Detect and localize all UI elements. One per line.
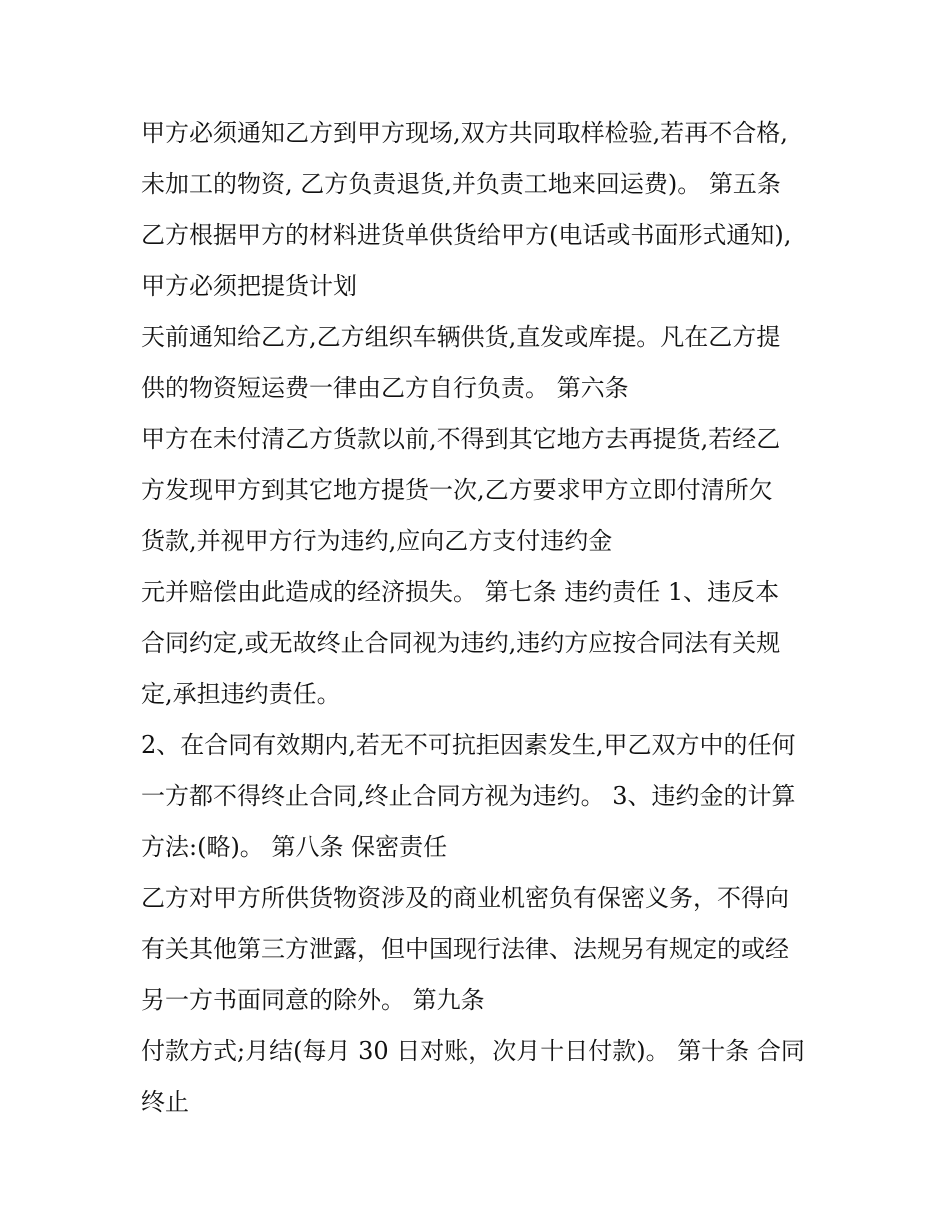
- text-line: 方法:(略)。 第八条 保密责任: [141, 833, 448, 861]
- text-line: 甲方在未付清乙方货款以前,不得到其它地方去再提货,若经乙: [141, 425, 781, 453]
- text-line: 2、在合同有效期内,若无不可抗拒因素发生,甲乙双方中的任何: [141, 731, 796, 759]
- text-line: 供的物资短运费一律由乙方自行负责。 第六条: [141, 374, 629, 402]
- text-line: 天前通知给乙方,乙方组织车辆供货,直发或库提。凡在乙方提: [141, 323, 781, 351]
- text-line: 合同约定,或无故终止合同视为违约,违约方应按合同法有关规: [141, 629, 781, 657]
- text-line: 未加工的物资, 乙方负责退货,并负责工地来回运费)。 第五条: [141, 170, 781, 198]
- text-line: 乙方对甲方所供货物资涉及的商业机密负有保密义务，不得向: [141, 884, 789, 912]
- text-line: 另一方书面同意的除外。 第九条: [141, 986, 485, 1014]
- document-body: [141, 108, 821, 1128]
- text-line: 乙方根据甲方的材料进货单供货给甲方(电话或书面形式通知),: [141, 221, 792, 249]
- text-line: 终止: [141, 1088, 189, 1116]
- text-line: 方发现甲方到其它地方提货一次,乙方要求甲方立即付清所欠: [141, 476, 773, 504]
- text-line: 定,承担违约责任。: [141, 680, 341, 708]
- text-line: 甲方必须把提货计划: [141, 272, 357, 300]
- text-line: 甲方必须通知乙方到甲方现场,双方共同取样检验,若再不合格,: [141, 119, 788, 147]
- text-line: 付款方式;月结(每月 30 日对账，次月十日付款)。 第十条 合同: [141, 1037, 805, 1065]
- text-line: 货款,并视甲方行为违约,应向乙方支付违约金: [141, 527, 613, 555]
- text-line: 有关其他第三方泄露，但中国现行法律、法规另有规定的或经: [141, 935, 789, 963]
- text-line: 元并赔偿由此造成的经济损失。 第七条 违约责任 1、违反本: [141, 578, 780, 606]
- text-line: 一方都不得终止合同,终止合同方视为违约。 3、违约金的计算: [141, 782, 796, 810]
